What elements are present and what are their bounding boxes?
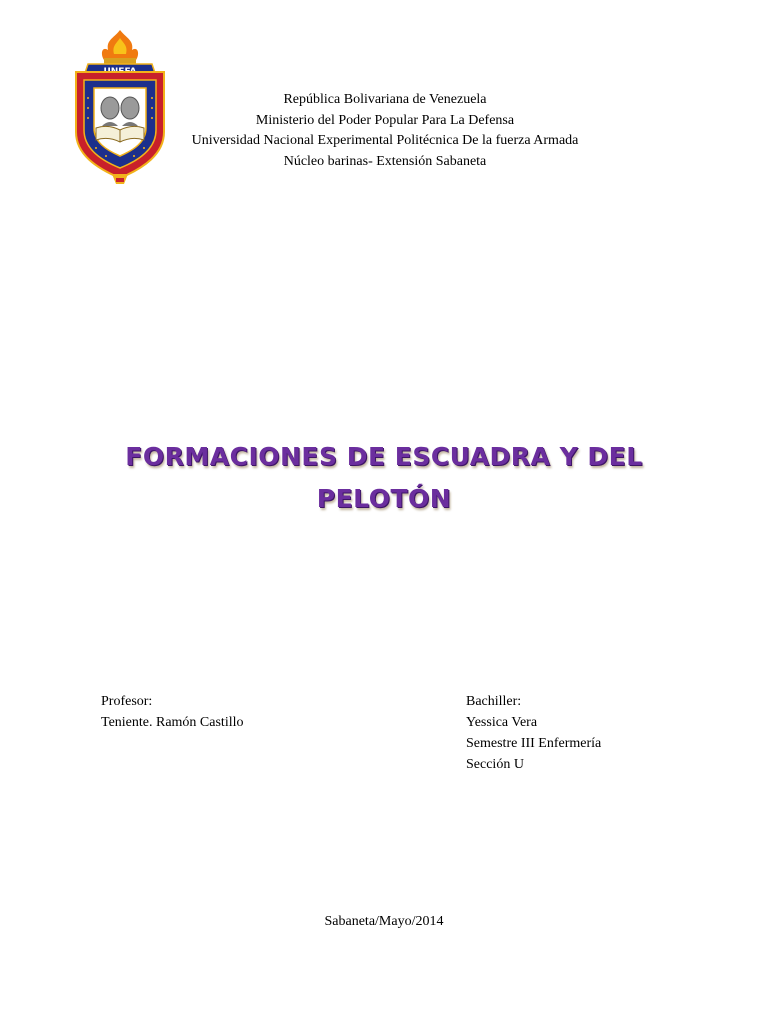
title-line-1: FORMACIONES DE ESCUADRA Y DEL xyxy=(125,442,643,471)
header-university: Universidad Nacional Experimental Politécnica De la fuerza Armada xyxy=(191,133,579,148)
student-block xyxy=(466,691,601,775)
professor-label: Profesor: xyxy=(101,694,153,709)
header-campus: Núcleo barinas- Extensión Sabaneta xyxy=(283,153,487,169)
student-semester: Semestre III Enfermería xyxy=(466,736,602,751)
student-section: Sección U xyxy=(466,757,524,772)
flame-icon xyxy=(102,30,138,60)
header-ministry: Ministerio del Poder Popular Para La Defensa xyxy=(255,112,515,128)
student-name: Yessica Vera xyxy=(466,715,538,730)
institution-header xyxy=(150,90,620,172)
student-label: Bachiller: xyxy=(466,694,522,709)
document-title xyxy=(100,436,668,520)
professor-name: Teniente. Ramón Castillo xyxy=(101,715,244,730)
place-date: Sabaneta/Mayo/2014 xyxy=(324,914,444,929)
header-country: República Bolivariana de Venezuela xyxy=(283,92,487,107)
title-line-2: PELOTÓN xyxy=(316,484,452,513)
professor-block xyxy=(101,691,244,733)
